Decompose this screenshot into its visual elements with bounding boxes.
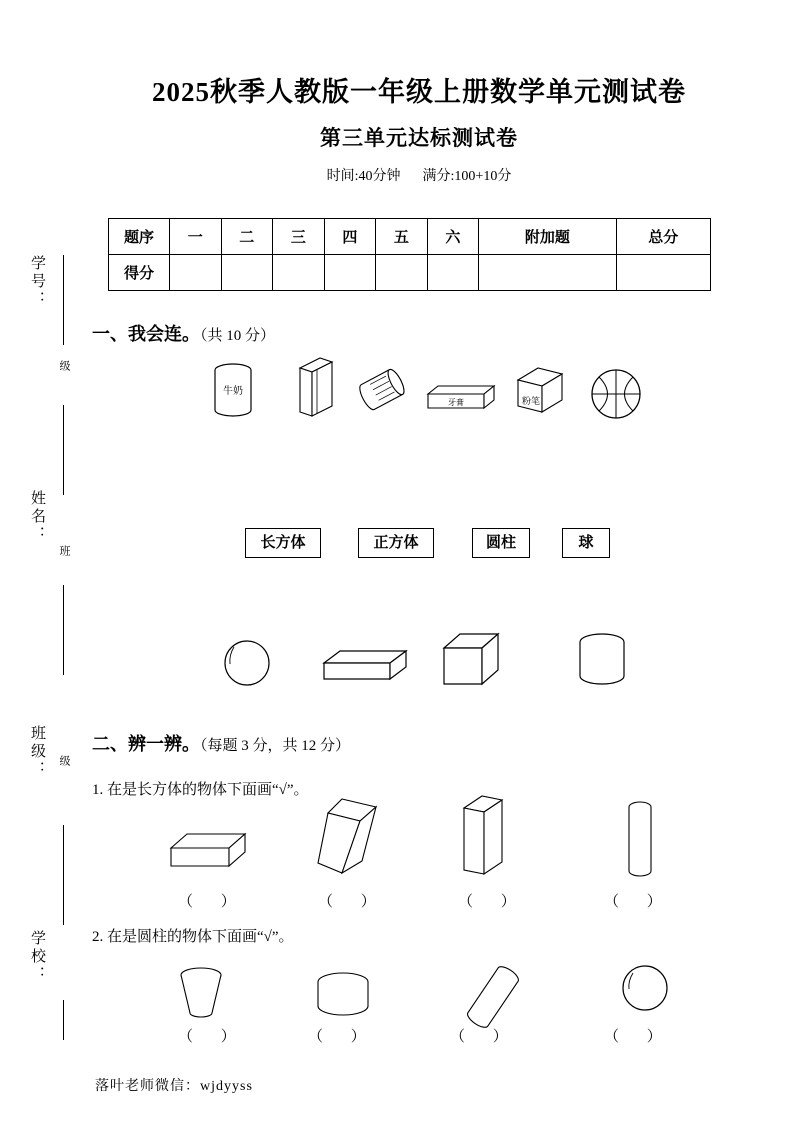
q1-item-tall-cuboid bbox=[456, 790, 512, 882]
section-1-title: 一、我会连。 bbox=[92, 324, 200, 344]
word-box-0[interactable]: 长方体 bbox=[245, 528, 321, 558]
binding-strip bbox=[22, 255, 80, 1015]
side-divider-2 bbox=[63, 405, 64, 495]
side-small-class: 班 bbox=[58, 545, 70, 556]
svg-text:牛奶: 牛奶 bbox=[223, 386, 243, 397]
side-small-grade: 级 bbox=[58, 360, 70, 371]
section-1-note: （共 10 分） bbox=[200, 328, 276, 344]
q2-answer-3[interactable]: （ ） bbox=[604, 1029, 674, 1045]
side-label-class: 班级： bbox=[29, 725, 45, 779]
q1-item-wedge-prism bbox=[312, 793, 392, 881]
question-1-text bbox=[92, 778, 309, 799]
object-toothpaste-box bbox=[420, 380, 498, 416]
score-cell-5[interactable] bbox=[427, 255, 479, 291]
question-2-text bbox=[92, 925, 294, 946]
shape-cuboid bbox=[320, 645, 410, 687]
q1-answer-3[interactable]: （ ） bbox=[604, 894, 674, 910]
section-2-heading bbox=[92, 730, 350, 756]
svg-text:牙膏: 牙膏 bbox=[448, 398, 464, 407]
exam-time: 时间:40分钟 bbox=[326, 169, 401, 184]
question-2-prompt: 在是圆柱的物体下面画“√”。 bbox=[107, 929, 294, 945]
question-2-number: 2. bbox=[92, 929, 104, 945]
score-cell-0[interactable] bbox=[170, 255, 222, 291]
score-table-col-2: 三 bbox=[273, 219, 325, 255]
score-table bbox=[108, 218, 711, 291]
score-table-col-4: 五 bbox=[376, 219, 428, 255]
side-label-name: 姓名： bbox=[29, 490, 45, 544]
score-table-row-label-0: 题序 bbox=[109, 219, 170, 255]
score-cell-1[interactable] bbox=[221, 255, 273, 291]
score-cell-4[interactable] bbox=[376, 255, 428, 291]
section-1-heading bbox=[92, 320, 275, 346]
page-title: 2025秋季人教版一年级上册数学单元测试卷 bbox=[152, 77, 686, 107]
q1-item-flat-cuboid bbox=[165, 820, 251, 880]
side-divider-4 bbox=[63, 825, 64, 925]
score-table-col-3: 四 bbox=[324, 219, 376, 255]
side-divider-1 bbox=[63, 255, 64, 345]
q1-answer-2[interactable]: （ ） bbox=[458, 894, 528, 910]
object-chalk-box bbox=[512, 362, 568, 420]
score-table-col-0: 一 bbox=[170, 219, 222, 255]
score-table-row-label-1: 得分 bbox=[109, 255, 170, 291]
score-table-col-5: 六 bbox=[427, 219, 479, 255]
q1-item-thin-cylinder bbox=[620, 795, 660, 883]
q2-answer-0[interactable]: （ ） bbox=[178, 1029, 248, 1045]
table-row-header bbox=[109, 219, 711, 255]
shape-cylinder bbox=[572, 628, 632, 690]
shape-sphere bbox=[222, 638, 272, 688]
exam-info bbox=[0, 165, 793, 185]
object-tilted-can bbox=[352, 362, 410, 418]
score-table-col-1: 二 bbox=[221, 219, 273, 255]
question-1-number: 1. bbox=[92, 782, 104, 798]
side-label-student-id: 学号： bbox=[29, 255, 45, 309]
q2-answer-2[interactable]: （ ） bbox=[450, 1029, 520, 1045]
side-divider-3 bbox=[63, 585, 64, 675]
word-box-2[interactable]: 圆柱 bbox=[472, 528, 530, 558]
score-cell-3[interactable] bbox=[324, 255, 376, 291]
side-small-grade-2: 级 bbox=[58, 755, 70, 766]
q1-answer-0[interactable]: （ ） bbox=[178, 894, 248, 910]
q2-item-short-cylinder bbox=[310, 968, 376, 1024]
object-milk-carton bbox=[205, 360, 261, 422]
q2-answer-1[interactable]: （ ） bbox=[308, 1029, 378, 1045]
score-cell-2[interactable] bbox=[273, 255, 325, 291]
shape-cube bbox=[440, 628, 502, 690]
word-box-1[interactable]: 正方体 bbox=[358, 528, 434, 558]
exam-total-score: 满分:100+10分 bbox=[422, 169, 512, 184]
page-subtitle: 第三单元达标测试卷 bbox=[320, 126, 518, 150]
side-label-school: 学校： bbox=[29, 930, 45, 984]
score-cell-7[interactable] bbox=[616, 255, 710, 291]
object-basketball bbox=[590, 368, 642, 420]
q2-item-cup-frustum bbox=[172, 963, 230, 1025]
svg-text:粉笔: 粉笔 bbox=[521, 396, 541, 406]
footer-watermark: 落叶老师微信：wjdyyss bbox=[95, 1079, 253, 1094]
q2-item-sphere bbox=[620, 962, 670, 1014]
score-table-col-6: 附加题 bbox=[479, 219, 616, 255]
side-divider-5 bbox=[63, 1000, 64, 1040]
question-1-prompt: 在是长方体的物体下面画“√”。 bbox=[107, 782, 309, 798]
section-2-note: （每题 3 分，共 12 分） bbox=[200, 738, 351, 754]
q1-answer-1[interactable]: （ ） bbox=[318, 894, 388, 910]
section-2-title: 二、辨一辨。 bbox=[92, 734, 200, 754]
object-tall-box bbox=[292, 352, 338, 422]
table-row-scores bbox=[109, 255, 711, 291]
score-cell-6[interactable] bbox=[479, 255, 616, 291]
word-box-3[interactable]: 球 bbox=[562, 528, 610, 558]
score-table-col-7: 总分 bbox=[616, 219, 710, 255]
